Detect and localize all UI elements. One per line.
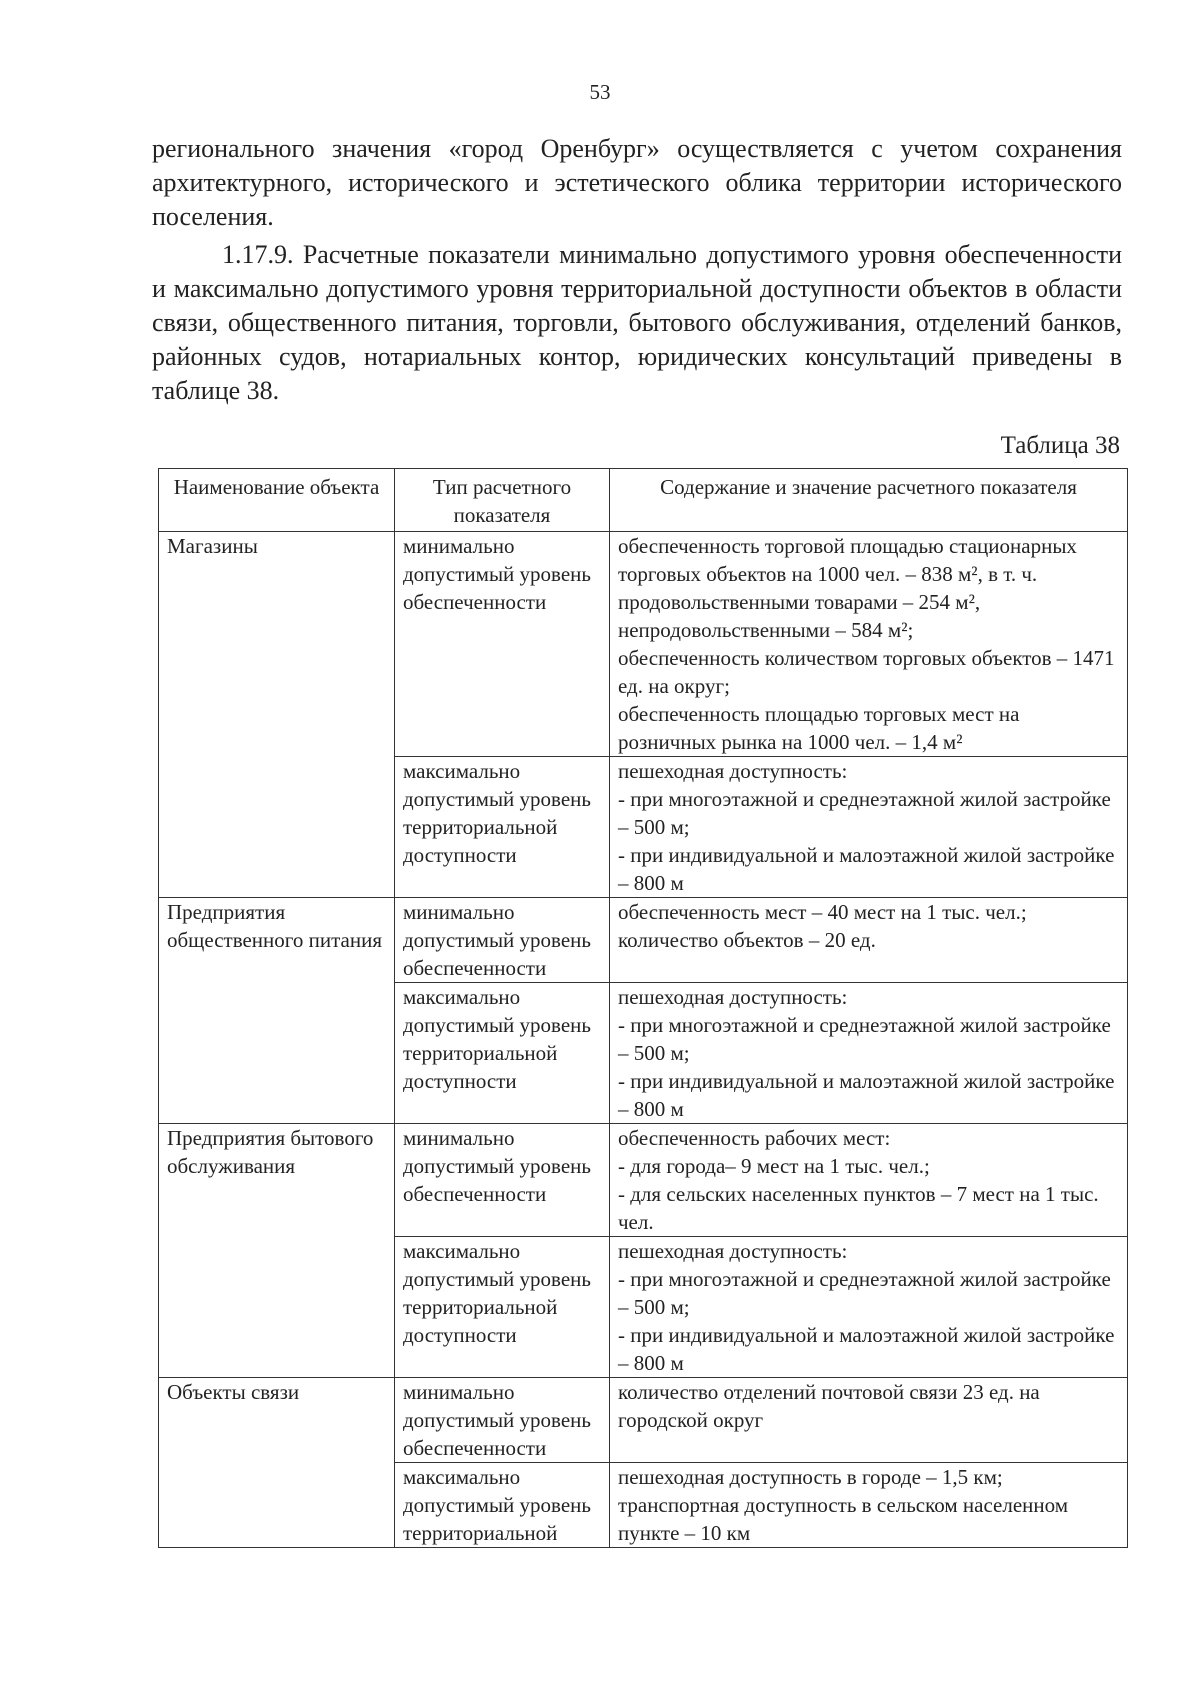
indicator-content-cell	[610, 898, 1128, 983]
table-row	[159, 1378, 1128, 1463]
indicator-content-cell	[610, 1378, 1128, 1463]
indicator-content-line: обеспеченность рабочих мест:	[618, 1126, 891, 1150]
indicator-content-line: - для города– 9 мест на 1 тыс. чел.;	[618, 1154, 930, 1178]
indicator-content-line: - при индивидуальной и малоэтажной жилой застройке – 800 м	[618, 843, 1115, 895]
header-indicator-content: Содержание и значение расчетного показателя	[610, 469, 1128, 532]
indicator-content-cell	[610, 1124, 1128, 1237]
indicator-content-line: пешеходная доступность:	[618, 985, 848, 1009]
indicator-content-line: транспортная доступность в сельском населенном пункте – 10 км	[618, 1493, 1069, 1545]
page-number: 53	[589, 80, 611, 104]
table-row	[159, 1124, 1128, 1237]
indicator-content-cell	[610, 532, 1128, 757]
indicator-content-line: пешеходная доступность:	[618, 1239, 848, 1263]
object-name-cell: Предприятия бытового обслуживания	[159, 1124, 395, 1378]
object-name-cell: Предприятия общественного питания	[159, 898, 395, 1124]
table-row	[159, 898, 1128, 983]
indicator-content-line: - при индивидуальной и малоэтажной жилой застройке – 800 м	[618, 1069, 1115, 1121]
indicator-content-line: количество отделений почтовой связи 23 ед. на городской округ	[618, 1380, 1040, 1432]
indicator-type-cell: минимально допустимый уровень обеспеченности	[395, 898, 610, 983]
indicator-type-cell: минимально допустимый уровень обеспеченности	[395, 532, 610, 757]
indicator-content-line: обеспеченность площадью торговых мест на розничных рынка на 1000 чел. – 1,4 м²	[618, 702, 1020, 754]
indicator-content-line: количество объектов – 20 ед.	[618, 928, 876, 952]
indicator-content-line: пешеходная доступность в городе – 1,5 км;	[618, 1465, 1003, 1489]
indicator-content-line: - при многоэтажной и среднеэтажной жилой застройке – 500 м;	[618, 787, 1111, 839]
indicator-content-line: обеспеченность мест – 40 мест на 1 тыс. чел.;	[618, 900, 1027, 924]
header-object-name: Наименование объекта	[159, 469, 395, 532]
indicator-type-cell: максимально допустимый уровень территориальной доступности	[395, 983, 610, 1124]
indicator-content-line: - для сельских населенных пунктов – 7 мест на 1 тыс. чел.	[618, 1182, 1099, 1234]
indicator-content-line: обеспеченность количеством торговых объектов – 1471 ед. на округ;	[618, 646, 1115, 698]
table-caption: Таблица 38	[1000, 432, 1120, 459]
indicator-type-cell: минимально допустимый уровень обеспеченности	[395, 1378, 610, 1463]
indicator-content-cell	[610, 983, 1128, 1124]
paragraph-1-17-9: 1.17.9. Расчетные показатели минимально допустимого уровня обеспеченности и максимально допустимого уровня территориальной доступности объектов в области связи, общественного питания, торговли, бытового обслуживания, отделений банков, районных судов, нотариальных контор, юридических консультаций приведены в таблице 38.	[152, 240, 1122, 405]
header-indicator-type: Тип расчетного показателя	[395, 469, 610, 532]
indicator-type-cell: минимально допустимый уровень обеспеченности	[395, 1124, 610, 1237]
indicator-content-line: - при многоэтажной и среднеэтажной жилой застройке – 500 м;	[618, 1267, 1111, 1319]
object-name-cell: Магазины	[159, 532, 395, 898]
object-name-cell: Объекты связи	[159, 1378, 395, 1548]
indicator-content-cell	[610, 757, 1128, 898]
indicator-content-line: обеспеченность торговой площадью стационарных торговых объектов на 1000 чел. – 838 м², в т. ч. продовольственными товарами – 254 м², непродовольственными – 584 м²;	[618, 534, 1077, 642]
indicator-type-cell: максимально допустимый уровень территориальной	[395, 1463, 610, 1548]
paragraph-intro: регионального значения «город Оренбург» осуществляется с учетом сохранения архитектурного, исторического и эстетического облика территории исторического поселения.	[152, 134, 1122, 231]
standards-table	[158, 468, 1128, 1548]
table-row	[159, 532, 1128, 757]
table-header-row	[159, 469, 1128, 532]
indicator-type-cell: максимально допустимый уровень территориальной доступности	[395, 757, 610, 898]
indicator-type-cell: максимально допустимый уровень территориальной доступности	[395, 1237, 610, 1378]
indicator-content-cell	[610, 1463, 1128, 1548]
indicator-content-line: - при индивидуальной и малоэтажной жилой застройке – 800 м	[618, 1323, 1115, 1375]
indicator-content-line: - при многоэтажной и среднеэтажной жилой застройке – 500 м;	[618, 1013, 1111, 1065]
indicator-content-line: пешеходная доступность:	[618, 759, 848, 783]
indicator-content-cell	[610, 1237, 1128, 1378]
